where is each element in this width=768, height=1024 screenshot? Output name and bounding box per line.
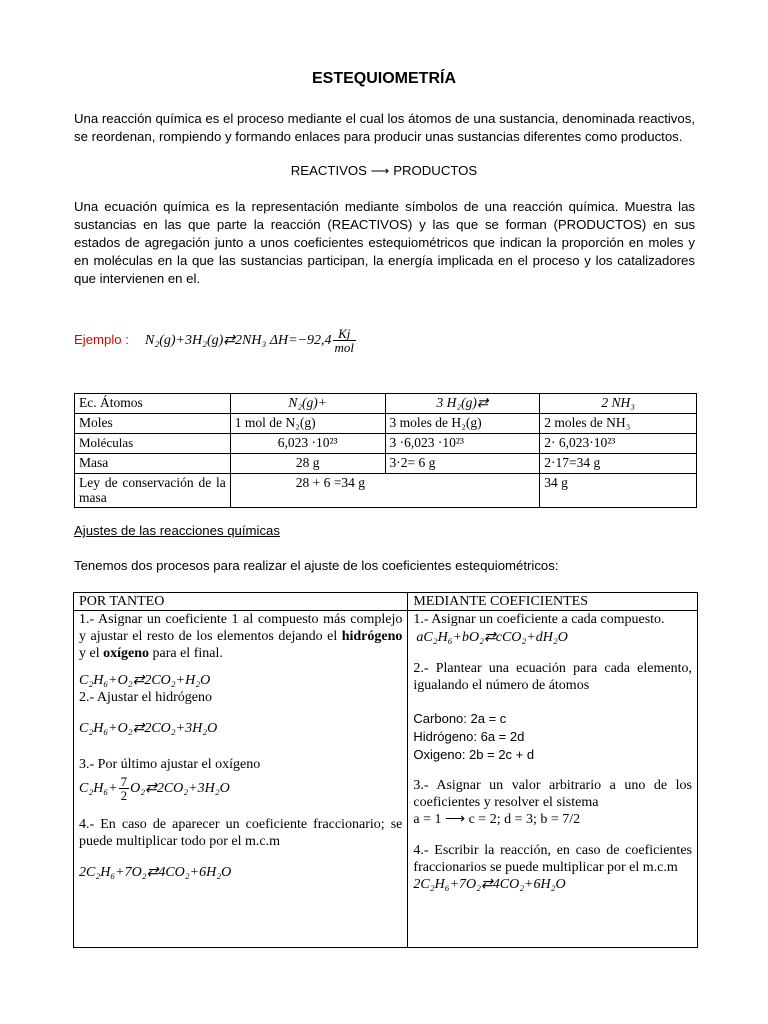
column-por-tanteo	[74, 611, 408, 948]
table-cell: 28 g	[230, 454, 385, 474]
table-cell: 2 NH₃	[540, 394, 697, 414]
example-line	[74, 322, 357, 358]
table-row	[75, 434, 697, 454]
page-title: ESTEQUIOMETRÍA	[311, 70, 456, 87]
table-cell: Masa	[75, 454, 231, 474]
intro-paragraph-1: Una reacción química es el proceso mediante el cual los átomos de una sustancia, denominada reactivos, se reordenan, rompiendo y formando enlaces para producir unas sustancias diferentes como productos.	[74, 111, 695, 144]
table-row	[75, 394, 697, 414]
coef-hidrogeno: Hidrógeno: 6a = 2d	[413, 729, 525, 744]
coef-step-1: 1.- Asignar un coeficiente a cada compuesto.	[413, 612, 665, 627]
coef-solution: a = 1 ⟶ c = 2; d = 3; b = 7/2	[413, 812, 581, 827]
coef-equation-1: aC₂H₆+bO₂⇄cCO₂+dH₂O	[416, 630, 568, 645]
tanteo-step-2: 2.- Ajustar el hidrógeno	[79, 690, 212, 705]
table-cell: 3·2= 6 g	[385, 454, 540, 474]
unit-numerator: Kj	[333, 327, 357, 341]
tanteo-step-3: 3.- Por último ajustar el oxígeno	[79, 757, 261, 772]
coef-step-2: 2.- Plantear una ecuación para cada elemento, igualando el número de átomos	[413, 661, 692, 693]
tanteo-equation-1: C₂H₆+O₂⇄2CO₂+H₂O	[79, 673, 211, 688]
coef-step-4: 4.- Escribir la reacción, en caso de coeficientes fraccionarios se puede multiplicar por el m.c.m	[413, 843, 692, 875]
section-title: Ajustes de las reacciones químicas	[74, 523, 280, 538]
table-cell: 6,023 ·10²³	[230, 434, 385, 454]
tanteo-step-4: 4.- En caso de aparecer un coeficiente fraccionario; se puede multiplicar todo por el m.c.m	[79, 817, 403, 849]
table-cell: 34 g	[540, 474, 697, 508]
table-row	[75, 454, 697, 474]
coef-carbono: Carbono: 2a = c	[413, 711, 507, 726]
intro-paragraph-2: Una ecuación química es la representación mediante símbolos de una reacción química. Muestra las sustancias en las que parte la reacción (REACTIVOS) y las que se forman (PRODUCTOS) en sus estados de agregación junto a unos coeficientes estequiométricos que indican la proporción en moles y en moléculas en la que las sustancias participan, la energía implicada en el proceso y los catalizadores que intervienen en el.	[74, 199, 695, 286]
tanteo-equation-3: C₂H₆+ $\frac{7}{2}$ O₂⇄2CO₂+3H₂O	[79, 774, 230, 803]
reaction-scheme: REACTIVOS ⟶ PRODUCTOS	[290, 163, 478, 178]
header-por-tanteo: POR TANTEO	[74, 593, 408, 611]
column-mediante-coeficientes	[408, 611, 698, 948]
example-equation: N₂(g)+3H₂(g)⇄2NH₃ ΔH=−92,4	[144, 332, 332, 348]
stoichiometry-table	[74, 393, 697, 508]
example-label: Ejemplo :	[74, 332, 129, 347]
table-cell: Moles	[75, 414, 231, 434]
table-cell: Moléculas	[75, 434, 231, 454]
table-cell: 1 mol de N₂(g)	[230, 414, 385, 434]
table-cell: Ec. Átomos	[75, 394, 231, 414]
coef-equation-4: 2C₂H₆+7O₂⇄4CO₂+6H₂O	[413, 877, 566, 892]
tanteo-equation-2: C₂H₆+O₂⇄2CO₂+3H₂O	[79, 721, 218, 736]
header-mediante-coeficientes: MEDIANTE COEFICIENTES	[408, 593, 698, 611]
table-row	[74, 611, 698, 948]
tanteo-step-1: 1.- Asignar un coeficiente 1 al compuesto más complejo y ajustar el resto de los elementos dejando el hidrógeno y el oxígeno para el final.	[79, 612, 403, 661]
table-cell: N₂(g)+	[230, 394, 385, 414]
unit-denominator: mol	[334, 339, 355, 355]
coef-step-3: 3.- Asignar un valor arbitrario a uno de los coeficientes y resolver el sistema	[413, 778, 692, 810]
table-cell: 3 moles de H₂(g)	[385, 414, 540, 434]
table-header-row	[74, 593, 698, 611]
table-cell: 3 H₂(g)⇄	[385, 394, 540, 414]
example-unit	[333, 327, 357, 354]
section-intro: Tenemos dos procesos para realizar el ajuste de los coeficientes estequiométricos:	[74, 558, 559, 573]
table-cell: Ley de conservación de la masa	[75, 474, 231, 508]
table-cell: 2· 6,023·10²³	[540, 434, 697, 454]
table-row	[75, 414, 697, 434]
coef-oxigeno: Oxigeno: 2b = 2c + d	[413, 747, 535, 762]
table-row	[75, 474, 697, 508]
table-cell: 3 ·6,023 ·10²³	[385, 434, 540, 454]
table-cell: 28 + 6 =34 g	[230, 474, 539, 508]
balancing-methods-table	[73, 592, 698, 948]
table-cell: 2 moles de NH₃	[540, 414, 697, 434]
tanteo-equation-4: 2C₂H₆+7O₂⇄4CO₂+6H₂O	[79, 865, 232, 880]
table-cell: 2·17=34 g	[540, 454, 697, 474]
